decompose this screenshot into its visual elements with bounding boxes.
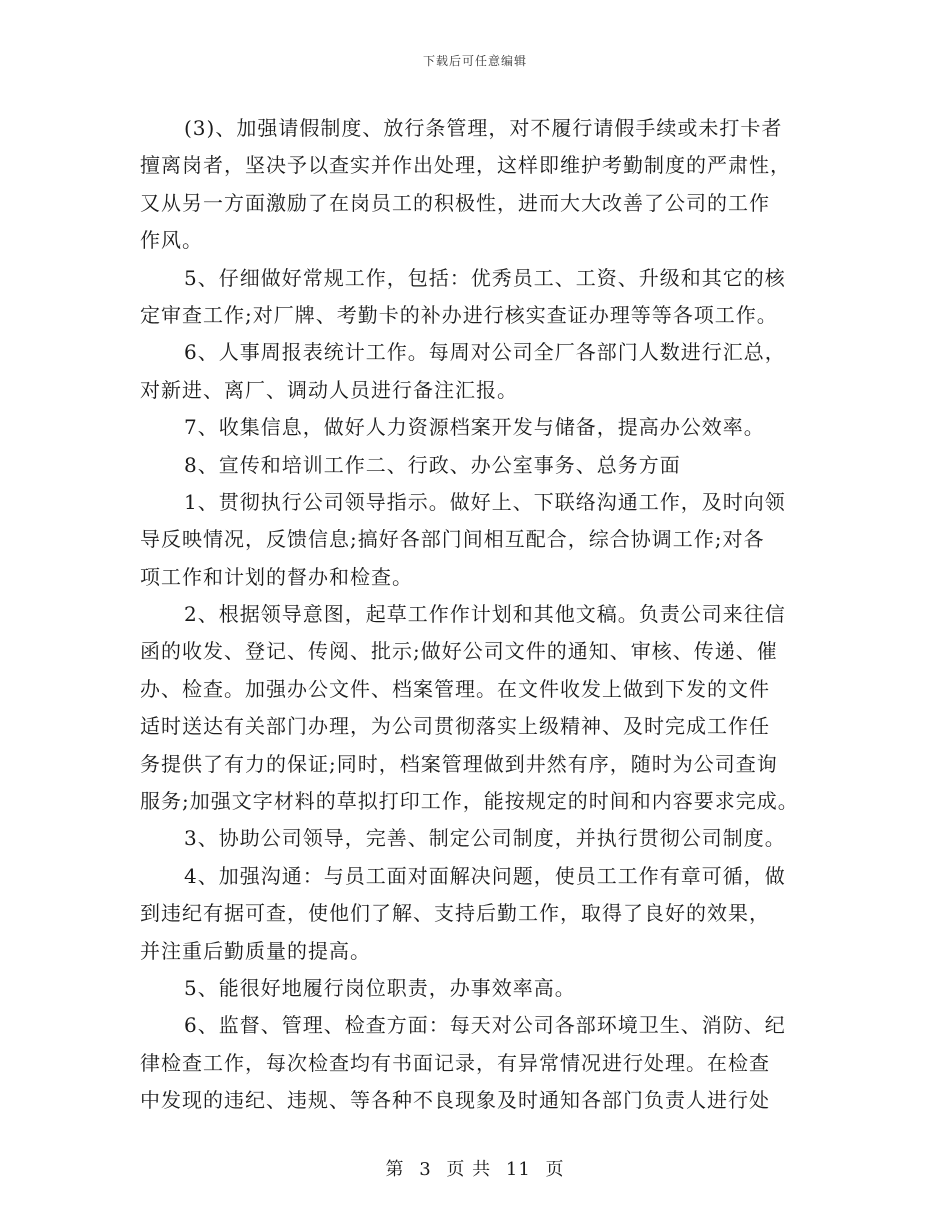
footer-middle: 页 共	[446, 1159, 492, 1180]
paragraph-line: 办、检查。加强办公文件、档案管理。在文件收发上做到下发的文件	[140, 676, 770, 701]
paragraph-line: 3、协助公司领导，完善、制定公司制度，并执行贯彻公司制度。	[184, 826, 786, 851]
paragraph-line: 又从另一方面激励了在岗员工的积极性，进而大大改善了公司的工作	[140, 190, 770, 215]
paragraph-line: 适时送达有关部门办理，为公司贯彻落实上级精神、及时完成工作任	[140, 714, 770, 739]
paragraph-line: 对新进、离厂、调动人员进行备注汇报。	[140, 377, 518, 402]
paragraph-line: 并注重后勤质量的提高。	[140, 938, 371, 963]
paragraph-line: 项工作和计划的督办和检查。	[140, 564, 413, 589]
paragraph-line: (3)、加强请假制度、放行条管理，对不履行请假手续或未打卡者	[184, 116, 783, 140]
paragraph-line: 4、加强沟通：与员工面对面解决问题，使员工工作有章可循，做	[184, 863, 786, 888]
paragraph-line: 作风。	[140, 228, 203, 253]
paragraph-line: 7、收集信息，做好人力资源档案开发与储备，提高办公效率。	[184, 415, 765, 440]
paragraph-line: 服务;加强文字材料的草拟打印工作，能按规定的时间和内容要求完成。	[140, 789, 799, 814]
paragraph-line: 中发现的违纪、违规、等各种不良现象及时通知各部门负责人进行处	[140, 1088, 770, 1113]
paragraph-line: 擅离岗者，坚决予以查实并作出处理，这样即维护考勤制度的严肃性，	[140, 153, 791, 178]
paragraph-line: 6、监督、管理、检查方面：每天对公司各部环境卫生、消防、纪	[184, 1013, 786, 1038]
paragraph-line: 定审查工作;对厂牌、考勤卡的补办进行核实查证办理等等各项工作。	[140, 302, 778, 327]
paragraph-line: 导反映情况，反馈信息;搞好各部门间相互配合，综合协调工作;对各	[140, 527, 765, 552]
page-header: 下载后可任意编辑	[422, 54, 527, 68]
footer-suffix: 页	[545, 1159, 565, 1180]
body-text	[140, 110, 820, 1120]
footer-prefix: 第	[385, 1159, 405, 1180]
paragraph-line: 务提供了有力的保证;同时，档案管理做到井然有序，随时为公司查询	[140, 751, 778, 776]
paragraph-line: 函的收发、登记、传阅、批示;做好公司文件的通知、审核、传递、催	[140, 639, 778, 664]
paragraph-line: 6、人事周报表统计工作。每周对公司全厂各部门人数进行汇总，	[184, 340, 786, 365]
paragraph-line: 5、能很好地履行岗位职责，办事效率高。	[184, 975, 576, 1000]
current-page-number: 3	[419, 1159, 432, 1180]
paragraph-line: 到违纪有据可查，使他们了解、支持后勤工作，取得了良好的效果，	[140, 901, 770, 926]
page-footer	[0, 1155, 950, 1181]
paragraph-line: 2、根据领导意图，起草工作作计划和其他文稿。负责公司来往信	[184, 602, 786, 627]
paragraph-line: 1、贯彻执行公司领导指示。做好上、下联络沟通工作，及时向领	[184, 489, 786, 514]
total-page-count: 11	[505, 1159, 531, 1180]
paragraph-line: 5、仔细做好常规工作，包括：优秀员工、工资、升级和其它的核	[184, 265, 786, 290]
paragraph-line: 8、宣传和培训工作二、行政、办公室事务、总务方面	[184, 452, 681, 477]
paragraph-line: 律检查工作，每次检查均有书面记录，有异常情况进行处理。在检查	[140, 1050, 770, 1075]
